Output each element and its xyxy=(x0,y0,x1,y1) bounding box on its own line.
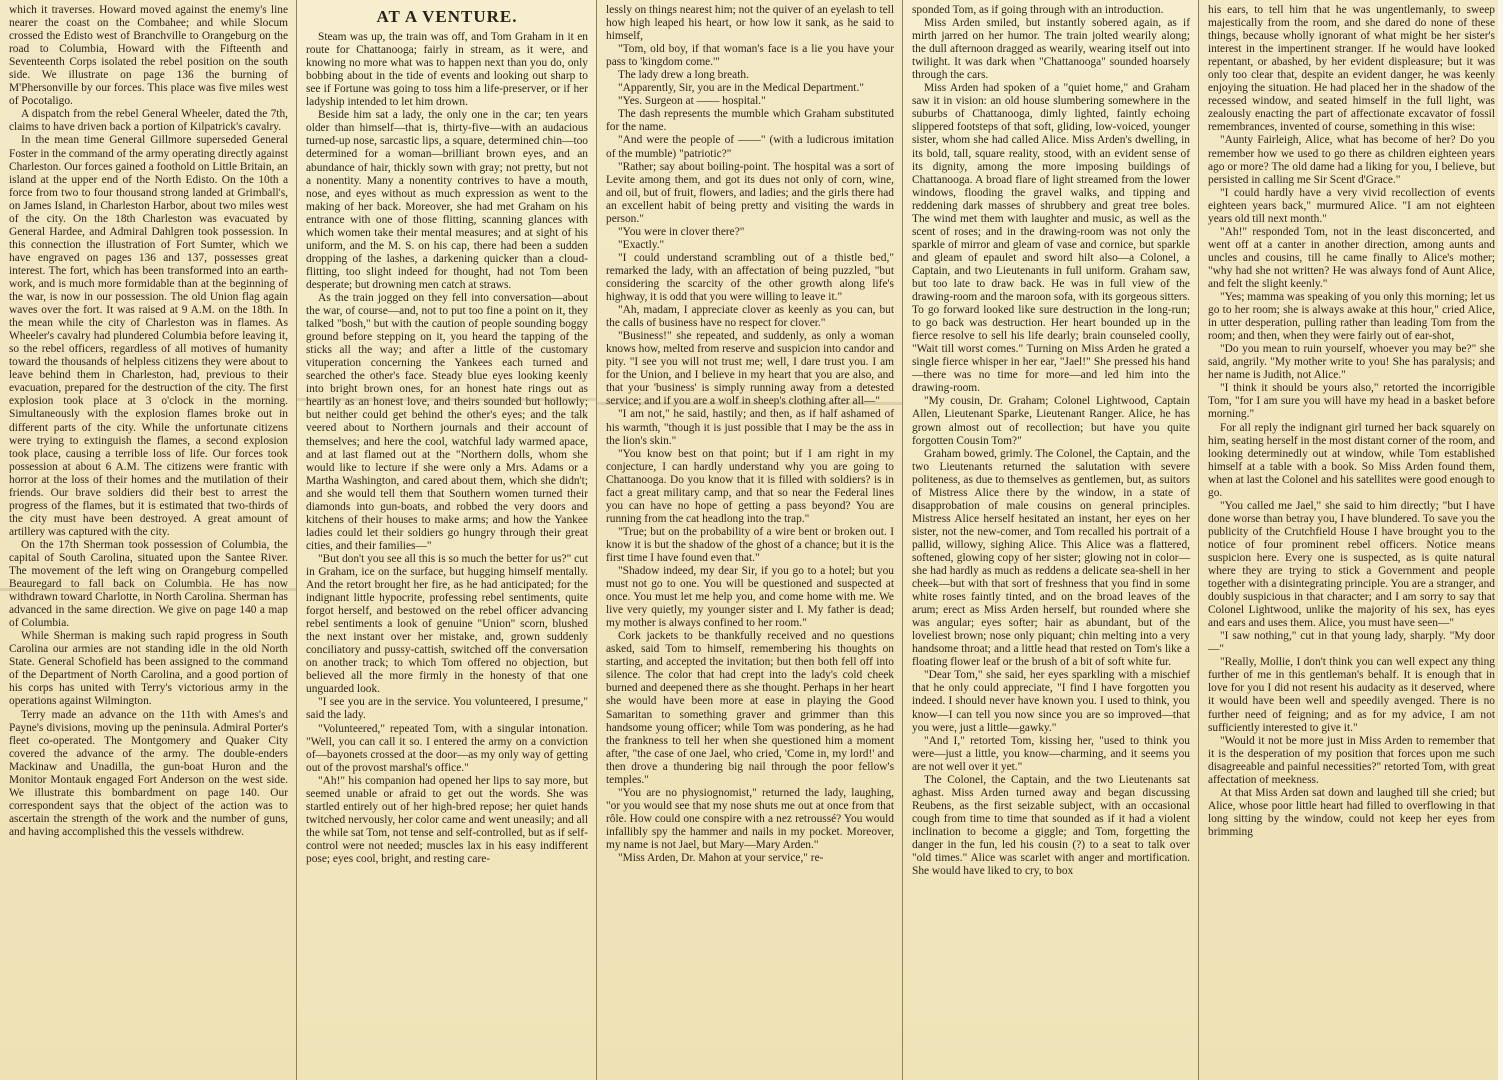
paragraph: which it traverses. Howard moved against the enemy's line nearer the coast on the Combahee; and while Slocum crossed the Edisto west of Branchville to Orangeburg on the road to Columbia, Howard with the Fifteenth and Seventeenth Corps isolated the rebel position on the south side. We illustrate on page 136 the burning of M'Phersonville by our forces. This place was five miles west of Pocotaligo. xyxy=(9,4,288,108)
paragraph: For all reply the indignant girl turned her back squarely on him, seating herself in the most distant corner of the room, and looking determinedly out at window, while Tom established himself at a table with a book. So Miss Arden found them, when at last the Colonel and his satellites were good enough to go. xyxy=(1208,421,1495,499)
paragraph: Miss Arden had spoken of a "quiet home," and Graham saw it in vision: an old house slumbering somewhere in the suburbs of Chattanooga, dimly lighted, faintly echoing slippered footsteps of that soft, gliding, low-voiced, younger sister, whom she had called Alice. Miss Arden's dwelling, in its bold, tall, square reality, stood, with an evident sense of its dignity, among the more imposing buildings of Chattanooga. A broad flare of light streamed from the lower windows, flooding the gravel walks, and tipping and reddening dark masses of shrubbery and great tree boles. The wind met them with laughter and music, as well as the scent of roses; and in the drawing-room was not only the sparkle of mirror and gleam of vase and cornice, but sparkle and gleam of epaulet and sword hilt also—a Colonel, a Captain, and two Lieutenants in full uniform. Graham saw, but too late to draw back. He was in full view of the drawing-room and the maroon sofa, with its gorgeous sitters. To go forward looked like sure destruction in the long-run; to go back was destruction. Her heart bounded up in the fierce resolve to sell his life dearly; brain counseled coolly, "Wait till worst comes." Turning on Miss Arden he grated a single fierce whisper in her ear, "Jael!" She pressed his hand—there was no time for more—and led him into the drawing-room. xyxy=(912,82,1190,395)
paragraph: The Colonel, the Captain, and the two Lieutenants sat aghast. Miss Arden turned away and began discussing Reubens, as the first seizable subject, with an occasional cough from time to time that sounded as if it had a violent inclination to become a giggle; and Tom, forgetting the danger in the fun, led his cousin (?) to a seat to talk over "old times." Alice was scarlet with anger and mortification. She would have liked to cry, to box xyxy=(912,773,1190,878)
paragraph: "Tom, old boy, if that woman's face is a lie you have your pass to 'kingdom come.'" xyxy=(606,43,894,69)
column-2 xyxy=(296,0,596,1080)
paragraph: "Would it not be more just in Miss Arden to remember that it is the desperation of my position that forces upon me such disagreeable and painful necessities?" retorted Tom, with great affectation of meekness. xyxy=(1208,734,1495,786)
paragraph: his ears, to tell him that he was ungentlemanly, to sweep majestically from the room, and she dared do none of these things, because wholly ignorant of what might be her sister's interest in the impertinent stranger. If he would have looked repentant, or abashed, by her evident displeasure; but it was only too clear that, despite an evident danger, he was keenly enjoying the situation. He had placed her in the shadow of the recessed window, and seated himself in the full light, was zealously enacting the part of affectionate excavator of fossil remembrances, invented of course, something in this wise: xyxy=(1208,4,1495,134)
paragraph: "I am not," he said, hastily; and then, as if half ashamed of his warmth, "though it is just possible that I may be the ass in the lion's skin." xyxy=(606,408,894,447)
paragraph: Miss Arden smiled, but instantly sobered again, as if mirth jarred on her humor. The train jolted wearily along; the dull afternoon dragged as wearily, wearing itself out into twilight. It was dark when "Chattanooga" sounded hoarsely through the cars. xyxy=(912,17,1190,82)
paragraph: "Ah!" responded Tom, not in the least disconcerted, and went off at a canter in another direction, among aunts and uncles and cousins, till he came finally to Alice's mother; "why had she not written? He was always fond of Aunt Alice, and felt the slight keenly." xyxy=(1208,225,1495,290)
paragraph: "I see you are in the service. You volunteered, I presume," said the lady. xyxy=(306,696,588,722)
paragraph: At that Miss Arden sat down and laughed till she cried; but Alice, whose poor little heart had filled to overflowing in that long sitting by the window, could not keep her eyes from brimming xyxy=(1208,786,1495,838)
paragraph: sponded Tom, as if going through with an introduction. xyxy=(912,4,1164,16)
paragraph: The lady drew a long breath. xyxy=(618,69,749,82)
paragraph: "But don't you see all this is so much the better for us?" cut in Graham, ice on the surface, but hugging himself mentally. And the retort brought her fire, as he had anticipated; for the indignant little hypocrite, professing rebel sentiments, quite forgot herself, and bestowed on the rebel officer advancing rebel sentiments a look of genuine "Union" scorn, blushed the next instant over her mistake, and, grown suddenly conciliatory and pussy-cattish, switched off the conversation on another track; to which Tom offered no objection, but believed all the more firmly in the honesty of that one unguarded look. xyxy=(306,552,588,696)
paragraph: "Dear Tom," she said, her eyes sparkling with a mischief that he only could appreciate, "I find I have forgotten you indeed. I should never have known you. I used to think, you know—I can tell you now since you are so improved—that you were, just a little—gawky." xyxy=(912,669,1190,734)
page-edge xyxy=(1498,0,1503,1080)
paragraph: "Aunty Fairleigh, Alice, what has become of her? Do you remember how we used to go there as children eighteen years ago or more? The old dame had a liking for you, I believe, but persisted in calling me Sir Scent d'Grace." xyxy=(1208,134,1495,186)
paragraph: "I could understand scrambling out of a thistle bed," remarked the lady, with an affectation of being puzzled, "but considering the scarcity of the other growth along life's highway, it is odd that you were willing to leave it." xyxy=(606,251,894,304)
paragraph: Terry made an advance on the 11th with Ames's and Payne's divisions, moving up the peninsula. Admiral Porter's fleet co-operated. The Montgomery and Quaker City covered the advance of the army. The double-enders Mackinaw and Unadilla, the gun-boat Huron and the Monitor Montauk engaged Fort Anderson on the west side. We illustrate this bombardment on page 140. Our correspondent says that the object of the action was to ascertain the strength of the work and the number of guns, and having accomplished this the vessels withdrew. xyxy=(9,708,288,838)
column-1 xyxy=(0,0,296,1080)
paragraph: "I think it should be yours also," retorted the incorrigible Tom, "for I am sure you will have my head in a basket before morning." xyxy=(1208,382,1495,421)
column-3 xyxy=(596,0,902,1080)
paragraph: "Business!" she repeated, and suddenly, as only a woman knows how, melted from reserve and suspicion into candor and pity. "I see you will not trust me; well, I dare trust you. I am for the Union, and I believe in my heart that you are also, and that your 'business' is simply running away from a detested service; and if you are a wolf in sheep's clothing after all—" xyxy=(606,330,894,408)
paragraph: "Ah!" his companion had opened her lips to say more, but seemed unable or afraid to get out the words. She was startled entirely out of her high-bred repose; her quiet hands twitched nervously, her color came and went uneasily; and all the while sat Tom, not tense and self-controlled, but as if self-control were not needed; muscles lax in his easy indifferent pose; eyes cool, bright, and resting care- xyxy=(306,774,588,865)
paragraph: "Really, Mollie, I don't think you can well expect any thing further of me in this gentleman's behalf. It is enough that in love for you I did not resent his audacity as it deserved, where it would have been well and speedily avenged. There is no further need of feigning; and as for my advice, I am not sufficiently interested to give it." xyxy=(1208,656,1495,734)
paragraph: "Volunteered," repeated Tom, with a singular intonation. "Well, you can call it so. I entered the army on a conviction of—bayonets crossed at the door—as my only way of getting out of the provost marshal's office." xyxy=(306,722,588,774)
paragraph: "Miss Arden, Dr. Mahon at your service," re- xyxy=(618,852,824,865)
paragraph: "I saw nothing," cut in that young lady, sharply. "My door—" xyxy=(1208,630,1495,656)
paragraph: "True; but on the probability of a wire bent or broken out. I know it is but the shadow of the ghost of a chance; but it is the first time I have found even that." xyxy=(606,525,894,564)
paragraph: "Do you mean to ruin yourself, whoever you may be?" she said, angrily. "My mother write to you! She has paralysis; and her name is Judith, not Alice." xyxy=(1208,343,1495,382)
paragraph: Graham bowed, grimly. The Colonel, the Captain, and the two Lieutenants returned the salutation with severe politeness, as due to themselves as gentlemen, but, as suitors of Mistress Alice there by the window, in a state of disapprobation of male cousins on general principles. Mistress Alice herself hesitated an instant, her eyes on her sister, not the new-comer, and Tom recalled his portrait of a pallid, willowy, sighing Alice. This Alice was a flattered, softened, glowing copy of her sister; glowing not in color—she had hardly as much as reddens a delicate sea-shell in her cheek—but with that sort of freshness that you find in some white roses faintly tinted, and on the broad leaves of the arum; erect as Miss Arden herself, but rounded where she was angular; eyes softer; hair as abundant, but of the loveliest brown; nose only piquant; chin melting into a very handsome throat; and a little head that rested on Tom's like a floating flower leaf or the brush of a bit of soft white fur. xyxy=(912,447,1190,669)
paragraph: "I could hardly have a very vivid recollection of events eighteen years back," murmured Alice. "I am not eighteen years old till next month." xyxy=(1208,186,1495,225)
paragraph: "You know best on that point; but if I am right in my conjecture, I can hardly understand why you are going to Chattanooga. Do you know that it is filled with soldiers? is in fact a great military camp, and that so near the Federal lines you can have no hope of getting a pass beyond? You are running from the cat headlong into the trap." xyxy=(606,447,894,525)
column-5 xyxy=(1198,0,1503,1080)
paragraph: Steam was up, the train was off, and Tom Graham in it en route for Chattanooga; fairly in stream, as it were, and knowing no more what was to happen next than you do, only bobbing about in the tide of events and looking out sharp to see if Fortune was going to toss him a life-preserver, or if her ladyship intended to let him drown. xyxy=(306,31,588,109)
paragraph: "Yes. Surgeon at —— hospital." xyxy=(618,95,766,108)
column-4 xyxy=(902,0,1198,1080)
paragraph: In the mean time General Gillmore superseded General Foster in the command of the army operating directly against Charleston. Our forces gained a foothold on Little Britain, an island at the upper end of the North Edisto. On the 10th a force from two to four thousand strong landed at Grimball's, on James Island, in Charleston Harbor, about two miles west of the city. On the 18th Charleston was evacuated by General Hardee, and Admiral Dahlgren took possession. In this connection the illustration of Fort Sumter, which we have engraved on pages 136 and 137, possesses great interest. The fort, which has been transformed into an earth-work, and is much more formidable than at the beginning of the war, is now in our possession. The old Union flag again waves over the fort. It was raised at 9 A.M. on the 18th. In the mean while the city of Charleston was in flames. As Wheeler's cavalry had plundered Columbia before leaving it, so the rebel officers, regardless of all motives of humanity toward the thousands of helpless citizens they were about to leave behind them in Charleston, had, previous to their evacuation, prepared for the destruction of the city. The first explosion took place at 3 o'clock in the morning. Simultaneously with the explosion flames broke out in different parts of the city. While the unfortunate citizens were trying to extinguish the flames, a second explosion took place, causing a terrible loss of life. Our forces took possession at about 6 A.M. The citizens were frantic with horror at the loss of their homes and the mutilation of their friends. Our brave soldiers did their best to arrest the progress of the flames, but it is estimated that two-thirds of the city must have been destroyed. A great amount of artillery was captured with the city. xyxy=(9,134,288,538)
paragraph: "Rather; say about boiling-point. The hospital was a sort of Levite among them, and got its dues not only of corn, wine, and oil, but of fruit, flowers, and ladies; and the girls there had an excellent habit of being pretty and visiting the wards in person." xyxy=(606,160,894,225)
paragraph: "My cousin, Dr. Graham; Colonel Lightwood, Captain Allen, Lieutenant Sparke, Lieutenant Ranger. Alice, he has grown almost out of recollection; but have you quite forgotten Cousin Tom?" xyxy=(912,395,1190,447)
paragraph: "Shadow indeed, my dear Sir, if you go to a hotel; but you must not go to one. You will be questioned and suspected at once. You must let me help you, and come home with me. We live very quietly, my younger sister and I. My father is dead; my mother is always confined to her room." xyxy=(606,565,894,630)
paragraph: "You are no physiognomist," returned the lady, laughing, "or you would see that my nose shuts me out at once from that rôle. How could one conspire with a nez retroussé? You would infallibly spy the hammer and nails in my pocket. Moreover, my name is not Jael, but Mary—Mary Arden." xyxy=(606,786,894,851)
paragraph: "You called me Jael," she said to him directly; "but I have done worse than betray you, I have blundered. To save you the publicity of the Crutchfield House I have brought you to the notice of four prominent rebel officers. Notice means suspicion here. Every one is suspected, as is quite natural where they are trying to stick a Government and people together with a disintegrating principle. You are a stranger, and doubly suspicious in that character; and I am sorry to say that Colonel Lightwood, unlike the majority of his sex, has eyes and ears and uses them. Alice, you must have seen—" xyxy=(1208,499,1495,630)
paragraph: Beside him sat a lady, the only one in the car; ten years older than himself—that is, thirty-five—with an audacious turned-up nose, sarcastic lips, a square, determined chin—too determined for a woman—brilliant brown eyes, and an abundance of hair, thickly sown with gray; not pretty, but not a nonentity. Many a nonentity contrives to have a mouth, nose, and eyes without as much expression as went to the making of her back. Moreover, she had met Graham on his entrance with one of those flitting, scanning glances with which women take their mental measures; and at sight of his uniform, and the M. S. on his cap, there had been a sudden dropping of the lashes, a darkening quicker than a cloud-flitting, too slight indeed for thought, had not Tom been desperate; but drowning men catch at straws. xyxy=(306,109,588,291)
paragraph: "Exactly." xyxy=(618,238,665,251)
story-headline: AT A VENTURE. xyxy=(376,7,518,26)
paragraph: "Apparently, Sir, you are in the Medical Department." xyxy=(618,82,864,95)
paragraph: A dispatch from the rebel General Wheeler, dated the 7th, claims to have driven back a portion of Kilpatrick's cavalry. xyxy=(9,108,288,134)
paragraph: "Yes; mamma was speaking of you only this morning; let us go to her room; she is always awake at this hour," cried Alice, in utter desperation, pulling rather than leading Tom from the room; and then, when they were fairly out of ear-shot, xyxy=(1208,291,1495,343)
paragraph: "You were in clover there?" xyxy=(618,225,745,238)
paragraph: lessly on things nearest him; not the quiver of an eyelash to tell how high leaped his heart, or how low it sank, as he said to himself, xyxy=(606,4,894,43)
paragraph: The dash represents the mumble which Graham substituted for the name. xyxy=(606,108,894,134)
paragraph: Cork jackets to be thankfully received and no questions asked, said Tom to himself, remembering his thoughts on starting, and accepted the invitation; but then both fell off into silence. The color that had crept into the lady's cold cheek burned and deepened there as she thought. Perhaps in her heart she would have been more at ease in playing the Good Samaritan to something graver and grimmer than this handsome young officer; while Tom was pondering, as he had the frankness to tell her when she questioned him a moment after, "the case of one Jael, who cried, 'Come in, my lord!' and then drove a thundering big nail through the poor fellow's temples." xyxy=(606,630,894,786)
paragraph: While Sherman is making such rapid progress in South Carolina our armies are not standing idle in the old North State. General Schofield has been assigned to the command of the Department of North Carolina, and a good portion of his corps has united with Terry's victorious army in the operations against Wilmington. xyxy=(9,630,288,708)
paragraph: "And were the people of ——" (with a ludicrous imitation of the mumble) "patriotic?" xyxy=(606,134,894,160)
paragraph: "And I," retorted Tom, kissing her, "used to think you were—just a little, you know—charming, and it seems you are not well over it yet." xyxy=(912,734,1190,773)
paragraph: On the 17th Sherman took possession of Columbia, the capital of South Carolina, situated upon the Santee River. The movement of the left wing on Orangeburg compelled Beauregard to fall back on Columbia. He has now withdrawn toward Charlotte, in North Carolina. Sherman has advanced in the same direction. We give on page 140 a map of Columbia. xyxy=(9,538,288,630)
paragraph: "Ah, madam, I appreciate clover as keenly as you can, but the calls of business have no respect for clover." xyxy=(606,304,894,330)
paragraph: As the train jogged on they fell into conversation—about the war, of course—and, not to put too fine a point on it, they talked "bosh," but with the caution of people sounding boggy ground before stepping on it, you heard the tapping of the sticks all the way; and after a little of the customary vituperation concerning the Yankees each turned and searched the other's face. Steady blue eyes looking keenly into bright brown ones, for an honest hate rings out as heartily as an honest love, and theirs sounded but hollowly; but neither could get behind the other's eyes; and the talk veered about to Northern journals and their account of themselves; and here the cool, watchful lady warmed apace, and at last flamed out at the "Northern dolls, whom she would like to lecture if she were only a Mrs. Adams or a Martha Washington, and cared about them, which she didn't; and she would tell them that Southern women turned their diamonds into gun-boats, and robbed the very doors and kitchens of their houses to make arms; and how the Yankee ladies could let their soldiers go hungry through their great cities, and their families—" xyxy=(306,291,588,552)
